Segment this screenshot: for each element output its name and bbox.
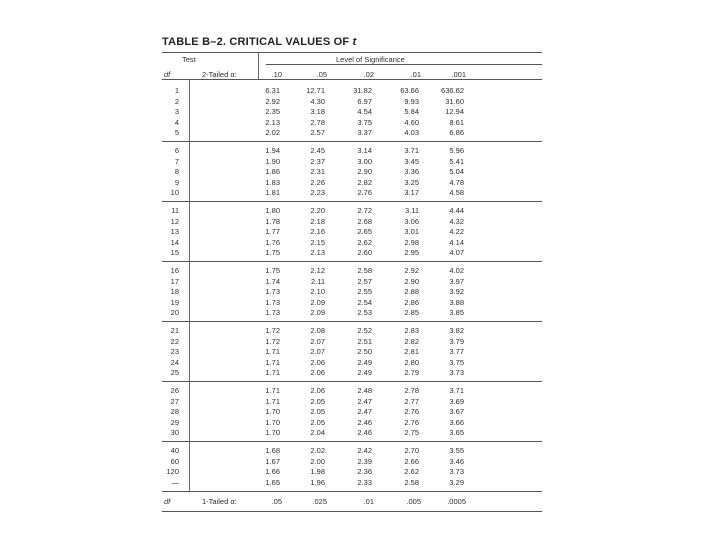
critical-value: 2.65 xyxy=(357,227,372,237)
footer-bottom-rule xyxy=(162,511,542,512)
critical-value: 1.94 xyxy=(265,146,280,155)
critical-value: 2.58 xyxy=(357,266,372,275)
df-value: 20 xyxy=(170,308,179,318)
one-tailed-level: .01 xyxy=(363,497,374,507)
df-value: 21 xyxy=(170,326,179,335)
critical-value: 5.84 xyxy=(404,107,419,117)
critical-value: 3.46 xyxy=(449,456,464,466)
critical-value: 2.20 xyxy=(310,206,325,215)
df-value: 23 xyxy=(170,347,179,357)
critical-value: 3.66 xyxy=(449,417,464,427)
critical-value: 2.57 xyxy=(310,128,325,138)
critical-value: 3.82 xyxy=(449,326,464,335)
critical-value: 2.10 xyxy=(310,287,325,297)
critical-value: 2.83 xyxy=(404,326,419,335)
critical-value: 2.05 xyxy=(310,396,325,406)
one-tailed-label: 1-Tailed α: xyxy=(202,497,237,507)
critical-value: 2.86 xyxy=(404,297,419,307)
critical-value: 1.71 xyxy=(265,396,280,406)
one-tailed-level: .05 xyxy=(271,497,282,507)
critical-value: 2.95 xyxy=(404,248,419,258)
df-value: 27 xyxy=(170,396,179,406)
df-value: — xyxy=(171,477,179,487)
critical-value: 3.25 xyxy=(404,177,419,187)
critical-value: 2.07 xyxy=(310,336,325,346)
critical-value: 12.94 xyxy=(445,107,464,117)
critical-value: 2.50 xyxy=(357,347,372,357)
group-separator xyxy=(162,201,542,202)
critical-value: 1.77 xyxy=(265,227,280,237)
critical-value: 2.02 xyxy=(310,446,325,455)
critical-value: 3.14 xyxy=(357,146,372,155)
critical-value: 6.97 xyxy=(357,96,372,106)
critical-value: 2.06 xyxy=(310,368,325,378)
critical-value: 1.71 xyxy=(265,368,280,378)
critical-value: 2.60 xyxy=(357,248,372,258)
critical-value: 8.61 xyxy=(449,117,464,127)
critical-value: 31.60 xyxy=(445,96,464,106)
footer-top-rule xyxy=(162,491,542,492)
df-value: 9 xyxy=(174,177,179,187)
critical-value: 1.71 xyxy=(265,347,280,357)
critical-value: 2.79 xyxy=(404,368,419,378)
critical-value: 2.37 xyxy=(310,156,325,166)
critical-value: 4.03 xyxy=(404,128,419,138)
table-page xyxy=(162,36,542,516)
critical-value: 3.75 xyxy=(357,117,372,127)
critical-value: 6.86 xyxy=(449,128,464,138)
table-title-symbol: t xyxy=(352,36,357,48)
critical-value: 2.82 xyxy=(404,336,419,346)
critical-value: 2.36 xyxy=(357,467,372,477)
df-value: 26 xyxy=(170,386,179,395)
table-title xyxy=(162,36,356,48)
critical-value: 1.73 xyxy=(265,308,280,318)
critical-value: 1.75 xyxy=(265,266,280,275)
critical-value: 2.78 xyxy=(404,386,419,395)
critical-value: 2.45 xyxy=(310,146,325,155)
df-value: 8 xyxy=(174,167,179,177)
df-value: 17 xyxy=(170,276,179,286)
critical-value: 3.18 xyxy=(310,107,325,117)
critical-value: 2.78 xyxy=(310,117,325,127)
critical-value: 2.23 xyxy=(310,188,325,198)
critical-value: 63.66 xyxy=(400,86,419,95)
critical-value: 12.71 xyxy=(306,86,325,95)
critical-value: 3.85 xyxy=(449,308,464,318)
critical-value: 3.65 xyxy=(449,428,464,438)
df-value: 14 xyxy=(170,237,179,247)
critical-value: 1.90 xyxy=(265,156,280,166)
critical-value: 3.69 xyxy=(449,396,464,406)
critical-value: 1.78 xyxy=(265,216,280,226)
critical-value: 2.09 xyxy=(310,308,325,318)
critical-value: 4.14 xyxy=(449,237,464,247)
df-value: 22 xyxy=(170,336,179,346)
test-label: Test xyxy=(182,55,196,64)
critical-value: 2.75 xyxy=(404,428,419,438)
critical-value: 2.48 xyxy=(357,386,372,395)
two-tailed-level: .01 xyxy=(410,70,421,79)
group-separator xyxy=(162,261,542,262)
critical-value: 2.06 xyxy=(310,386,325,395)
critical-value: 9.93 xyxy=(404,96,419,106)
critical-value: 1.72 xyxy=(265,336,280,346)
critical-value: 1.73 xyxy=(265,297,280,307)
one-tailed-level: .005 xyxy=(406,497,421,507)
df-label italic: df xyxy=(164,70,171,79)
critical-value: 1.98 xyxy=(310,467,325,477)
df-value: 4 xyxy=(174,117,179,127)
critical-value: 2.51 xyxy=(357,336,372,346)
critical-value: 2.05 xyxy=(310,407,325,417)
critical-value: 2.90 xyxy=(404,276,419,286)
df-value: 3 xyxy=(174,107,179,117)
one-tailed-level: .025 xyxy=(312,497,327,507)
critical-value: 3.77 xyxy=(449,347,464,357)
critical-value: 2.08 xyxy=(310,326,325,335)
critical-value: 2.11 xyxy=(310,276,325,286)
critical-value: 2.05 xyxy=(310,417,325,427)
critical-value: 4.54 xyxy=(357,107,372,117)
critical-value: 1.74 xyxy=(265,276,280,286)
critical-value: 2.76 xyxy=(404,417,419,427)
critical-value: 4.32 xyxy=(449,216,464,226)
critical-value: 1.73 xyxy=(265,287,280,297)
critical-value: 636.62 xyxy=(441,86,464,95)
df-value: 10 xyxy=(170,188,179,198)
critical-value: 1.72 xyxy=(265,326,280,335)
df-value: 19 xyxy=(170,297,179,307)
critical-value: 1.71 xyxy=(265,357,280,367)
critical-value: 2.90 xyxy=(357,167,372,177)
critical-value: 3.71 xyxy=(404,146,419,155)
critical-value: 3.55 xyxy=(449,446,464,455)
df-value: 40 xyxy=(170,446,179,455)
critical-value: 1.81 xyxy=(265,188,280,198)
critical-value: 2.98 xyxy=(404,237,419,247)
critical-value: 3.73 xyxy=(449,467,464,477)
critical-value: 1.68 xyxy=(265,446,280,455)
header-bottom-rule xyxy=(162,79,542,80)
df-value: 25 xyxy=(170,368,179,378)
table-title-text: TABLE B–2. CRITICAL VALUES OF xyxy=(162,36,350,48)
critical-value: 2.31 xyxy=(310,167,325,177)
two-tailed-level: .02 xyxy=(363,70,374,79)
critical-value: 2.66 xyxy=(404,456,419,466)
df-value: 29 xyxy=(170,417,179,427)
critical-value: 2.33 xyxy=(357,477,372,487)
top-rule xyxy=(162,52,542,53)
critical-value: 3.00 xyxy=(357,156,372,166)
critical-value: 2.13 xyxy=(265,117,280,127)
critical-value: 2.62 xyxy=(357,237,372,247)
df-column-rule xyxy=(189,79,190,491)
two-tailed-level: .001 xyxy=(451,70,466,79)
critical-value: 3.88 xyxy=(449,297,464,307)
critical-value: 3.11 xyxy=(404,206,419,215)
critical-value: 1.83 xyxy=(265,177,280,187)
critical-value: 1.65 xyxy=(265,477,280,487)
df-value: 12 xyxy=(170,216,179,226)
critical-value: 2.58 xyxy=(404,477,419,487)
critical-value: 2.07 xyxy=(310,347,325,357)
critical-value: 3.29 xyxy=(449,477,464,487)
critical-value: 2.57 xyxy=(357,276,372,286)
critical-value: 2.49 xyxy=(357,357,372,367)
df-label-footer: df xyxy=(164,497,171,507)
critical-value: 2.92 xyxy=(265,96,280,106)
df-value: 24 xyxy=(170,357,179,367)
critical-value: 1.71 xyxy=(265,386,280,395)
critical-value: 1.67 xyxy=(265,456,280,466)
df-value: 13 xyxy=(170,227,179,237)
critical-value: 4.78 xyxy=(449,177,464,187)
critical-value: 2.81 xyxy=(404,347,419,357)
critical-value: 2.72 xyxy=(357,206,372,215)
critical-value: 3.01 xyxy=(404,227,419,237)
critical-value: 1.76 xyxy=(265,237,280,247)
critical-value: 2.26 xyxy=(310,177,325,187)
critical-value: 2.46 xyxy=(357,428,372,438)
critical-value: 3.37 xyxy=(357,128,372,138)
level-label: Level of Significance xyxy=(336,55,405,64)
critical-value: 1.75 xyxy=(265,248,280,258)
critical-value: 2.49 xyxy=(357,368,372,378)
df-value: 5 xyxy=(174,128,179,138)
critical-value: 2.82 xyxy=(357,177,372,187)
df-value: 11 xyxy=(171,206,179,215)
critical-value: 3.75 xyxy=(449,357,464,367)
critical-value: 2.42 xyxy=(357,446,372,455)
critical-value: 2.12 xyxy=(310,266,325,275)
critical-value: 4.07 xyxy=(449,248,464,258)
critical-value: 2.70 xyxy=(404,446,419,455)
critical-value: 2.62 xyxy=(404,467,419,477)
group-separator xyxy=(162,441,542,442)
df-value: 30 xyxy=(170,428,179,438)
df-value: 60 xyxy=(170,456,179,466)
df-value: 1 xyxy=(174,86,179,95)
critical-value: 4.30 xyxy=(310,96,325,106)
two-tailed-label: 2-Tailed α: xyxy=(202,70,237,79)
df-value: 6 xyxy=(174,146,179,155)
critical-value: 2.52 xyxy=(357,326,372,335)
critical-value: 4.58 xyxy=(449,188,464,198)
critical-value: 2.39 xyxy=(357,456,372,466)
group-separator xyxy=(162,321,542,322)
critical-value: 3.67 xyxy=(449,407,464,417)
critical-value: 1.70 xyxy=(265,407,280,417)
critical-value: 5.41 xyxy=(449,156,464,166)
critical-value: 1.96 xyxy=(310,477,325,487)
critical-value: 3.92 xyxy=(449,287,464,297)
critical-value: 3.97 xyxy=(449,276,464,286)
critical-value: 3.36 xyxy=(404,167,419,177)
df-value: 15 xyxy=(170,248,179,258)
critical-value: 2.80 xyxy=(404,357,419,367)
critical-value: 2.85 xyxy=(404,308,419,318)
critical-value: 5.04 xyxy=(449,167,464,177)
df-value: 18 xyxy=(170,287,179,297)
df-value: 28 xyxy=(170,407,179,417)
critical-value: 3.73 xyxy=(449,368,464,378)
critical-value: 2.46 xyxy=(357,417,372,427)
critical-value: 2.76 xyxy=(404,407,419,417)
critical-value: 3.06 xyxy=(404,216,419,226)
critical-value: 2.18 xyxy=(310,216,325,226)
critical-value: 2.76 xyxy=(357,188,372,198)
critical-value: 4.44 xyxy=(449,206,464,215)
critical-value: 4.60 xyxy=(404,117,419,127)
critical-value: 3.17 xyxy=(404,188,419,198)
critical-value: 3.45 xyxy=(404,156,419,166)
critical-value: 2.06 xyxy=(310,357,325,367)
df-value: 16 xyxy=(170,266,179,275)
critical-value: 1.70 xyxy=(265,417,280,427)
critical-value: 2.68 xyxy=(357,216,372,226)
critical-value: 6.31 xyxy=(265,86,280,95)
critical-value: 2.09 xyxy=(310,297,325,307)
one-tailed-level: .0005 xyxy=(447,497,466,507)
critical-value: 3.71 xyxy=(449,386,464,395)
two-tailed-level: .10 xyxy=(271,70,282,79)
df-value: 7 xyxy=(174,156,179,166)
critical-value: 2.47 xyxy=(357,396,372,406)
critical-value: 3.79 xyxy=(449,336,464,346)
critical-value: 5.96 xyxy=(449,146,464,155)
critical-value: 1.70 xyxy=(265,428,280,438)
group-separator xyxy=(162,141,542,142)
critical-value: 2.13 xyxy=(310,248,325,258)
critical-value: 2.53 xyxy=(357,308,372,318)
critical-value: 2.47 xyxy=(357,407,372,417)
critical-value: 2.00 xyxy=(310,456,325,466)
critical-value: 2.04 xyxy=(310,428,325,438)
critical-value: 4.02 xyxy=(449,266,464,275)
critical-value: 31.82 xyxy=(353,86,372,95)
critical-value: 2.35 xyxy=(265,107,280,117)
critical-value: 1.66 xyxy=(265,467,280,477)
critical-value: 2.16 xyxy=(310,227,325,237)
critical-value: 4.22 xyxy=(449,227,464,237)
critical-value: 2.77 xyxy=(404,396,419,406)
critical-value: 1.86 xyxy=(265,167,280,177)
header-mid-rule xyxy=(266,64,542,65)
critical-value: 2.55 xyxy=(357,287,372,297)
critical-value: 2.88 xyxy=(404,287,419,297)
df-value: 2 xyxy=(174,96,179,106)
critical-value: 2.02 xyxy=(265,128,280,138)
df-value: 120 xyxy=(166,467,179,477)
critical-value: 2.15 xyxy=(310,237,325,247)
critical-value: 2.92 xyxy=(404,266,419,275)
two-tailed-level: .05 xyxy=(316,70,327,79)
critical-value: 1.80 xyxy=(265,206,280,215)
group-separator xyxy=(162,381,542,382)
critical-value: 2.54 xyxy=(357,297,372,307)
